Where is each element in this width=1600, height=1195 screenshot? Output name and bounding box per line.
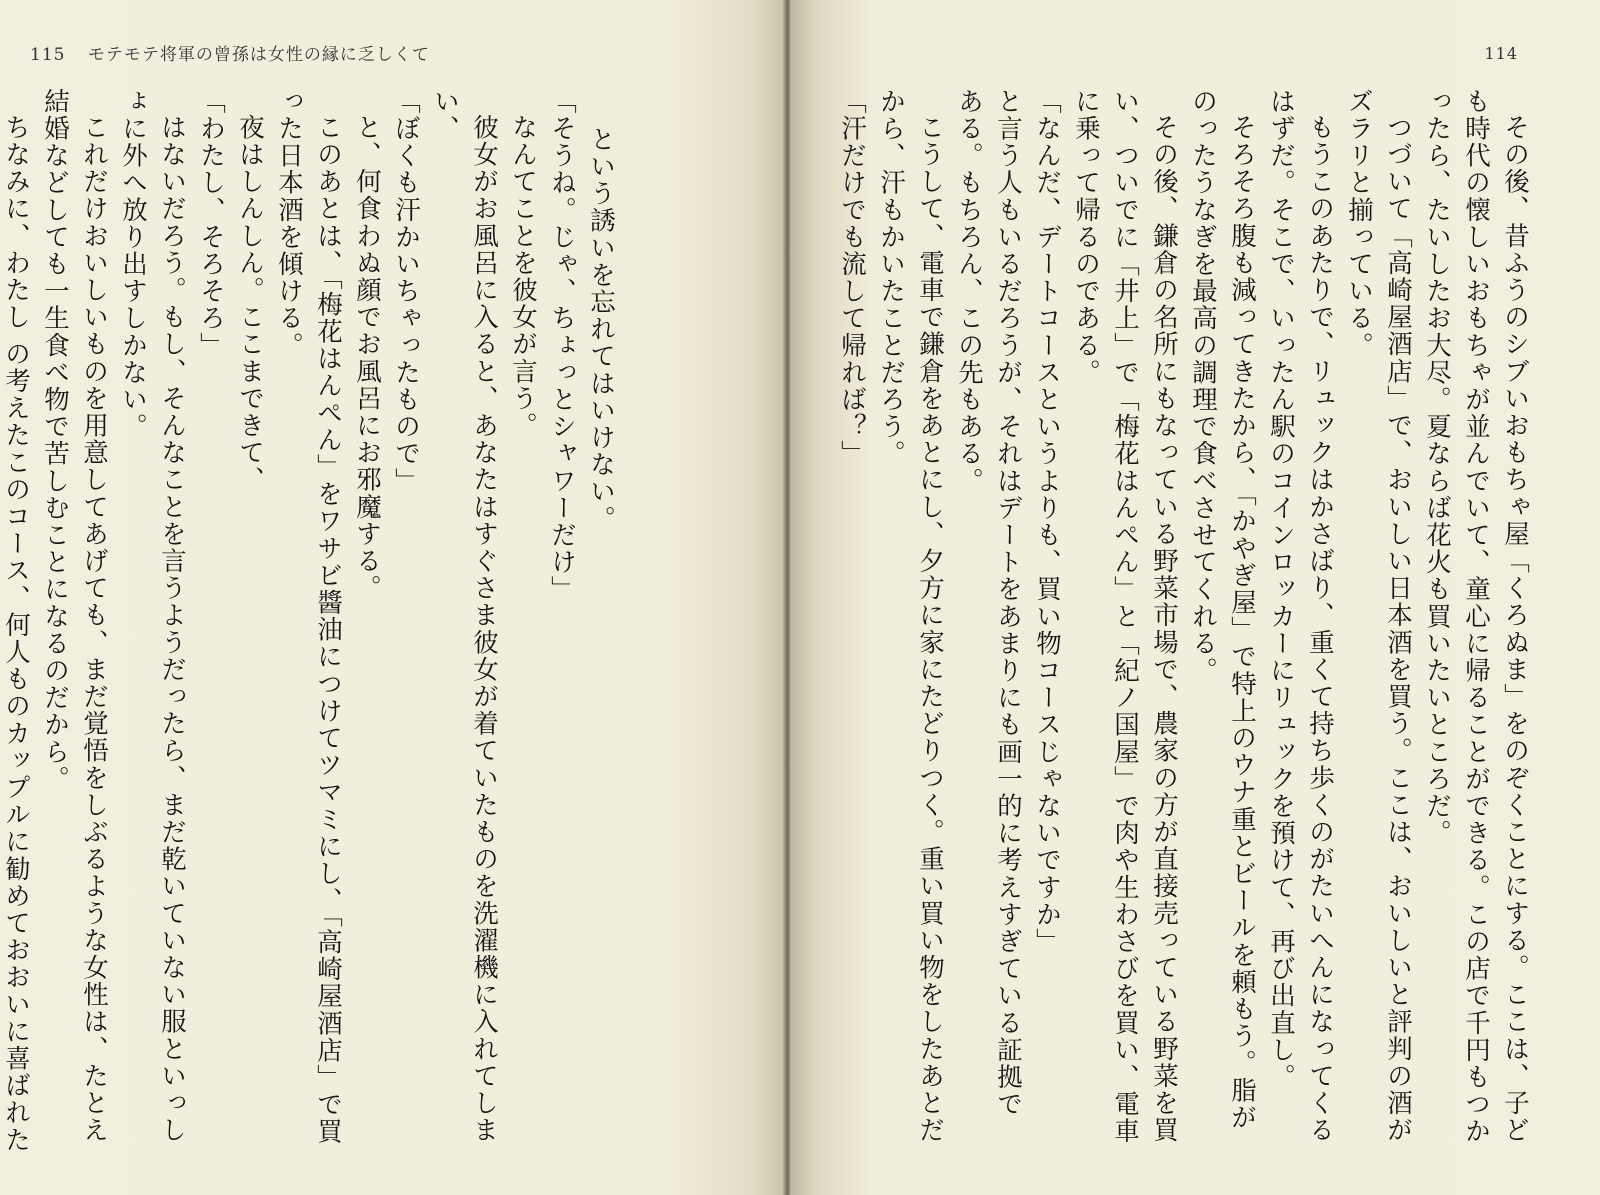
- text-line: そろそろ腹も減ってきたから、「かやぎ屋」で特上のウナ重とビールを頼もう。脂が: [1227, 113, 1257, 1131]
- text-line: 「なんだ、デートコースというよりも、買い物コースじゃないですか」: [1032, 88, 1062, 956]
- right-page-number: 114: [1484, 44, 1518, 63]
- right-page-body: [814, 88, 1534, 1168]
- right-page: [790, 0, 1600, 1195]
- text-line: 「ぼくも汗かいちゃったもので」: [391, 88, 421, 495]
- text-line: に乗って帰るのである。: [1071, 88, 1101, 387]
- text-line: から、汗もかいたことだろう。: [876, 88, 906, 468]
- text-line: ょに外へ放り出すしかない。: [118, 88, 148, 441]
- text-line: 結婚などしても一生食べ物で苦しむことになるのだから。: [40, 88, 70, 793]
- text-line: 「わたし、そろそろ」: [196, 88, 226, 359]
- text-line: のったうなぎを最高の調理で食べさせてくれる。: [1188, 88, 1218, 685]
- text-line: い、ついでに「井上」で「梅花はんぺん」と「紀ノ国屋」で肉や生わさびを買い、電車: [1110, 88, 1140, 1145]
- text-line: い、: [430, 88, 460, 143]
- text-line: もうこのあたりで、リュックはかさばり、重くて持ち歩くのがたいへんになってくる: [1305, 113, 1335, 1144]
- text-line: このあとは、「梅花はんぺん」をワサビ醬油につけてツマミにし、「高崎屋酒店」で買: [313, 113, 343, 1145]
- left-page-header: [30, 40, 430, 65]
- text-line: 「そうね。じゃ、ちょっとシャワーだけ」: [547, 88, 577, 603]
- text-line: という誘いを忘れてはいけない。: [586, 126, 616, 533]
- text-line: った日本酒を傾ける。: [274, 88, 304, 359]
- text-line: つづいて「高崎屋酒店」で、おいしい日本酒を買う。ここは、おいしいと評判の酒が: [1383, 113, 1413, 1144]
- left-page-number: 115: [30, 45, 66, 65]
- left-page: [0, 0, 786, 1195]
- text-line: なんてことを彼女が言う。: [508, 113, 538, 439]
- text-line: その後、昔ふうのシブいおもちゃ屋「くろぬま」をのぞくことにする。ここは、子ど: [1500, 113, 1530, 1144]
- left-page-body: [0, 88, 620, 1168]
- text-line: も時代の懐しいおもちゃが並んでいて、童心に帰ることができる。この店で千円もつか: [1461, 88, 1491, 1145]
- text-line: ある。もちろん、この先もある。: [954, 88, 984, 495]
- text-line: はないだろう。もし、そんなことを言うようだったら、まだ乾いていない服といっし: [157, 113, 187, 1144]
- text-line: これだけおいしいものを用意してあげても、まだ覚悟をしぶるような女性は、たとえ: [79, 113, 109, 1144]
- text-line: ズラリと揃っている。: [1344, 88, 1374, 359]
- text-line: はずだ。そこで、いったん駅のコインロッカーにリュックを預けて、再び出直し。: [1266, 88, 1296, 1091]
- text-line: 夜はしんしん。ここまできて、: [235, 113, 265, 493]
- text-line: ちなみに、わたし の考えたこのコース、何人ものカップルに勧めておおいに喜ばれた: [1, 113, 31, 1154]
- text-line: 彼女がお風呂に入ると、あなたはすぐさま彼女が着ていたものを洗濯機に入れてしま: [469, 113, 499, 1144]
- text-line: と、何食わぬ顔でお風呂にお邪魔する。: [352, 113, 382, 602]
- text-line: こうして、電車で鎌倉をあとにし、夕方に家にたどりつく。重い買い物をしたあとだ: [915, 113, 945, 1144]
- text-line: と言う人もいるだろうが、それはデートをあまりにも画一的に考えすぎている証拠で: [993, 88, 1023, 1118]
- text-line: ったら、たいしたお大尽。夏ならば花火も買いたいところだ。: [1422, 88, 1452, 847]
- text-line: 「汗だけでも流して帰れば？」: [837, 88, 867, 468]
- running-title: モテモテ将軍の曾孫は女性の縁に乏しくて: [87, 45, 430, 65]
- text-line: その後、鎌倉の名所にもなっている野菜市場で、農家の方が直接売っている野菜を買: [1149, 113, 1179, 1144]
